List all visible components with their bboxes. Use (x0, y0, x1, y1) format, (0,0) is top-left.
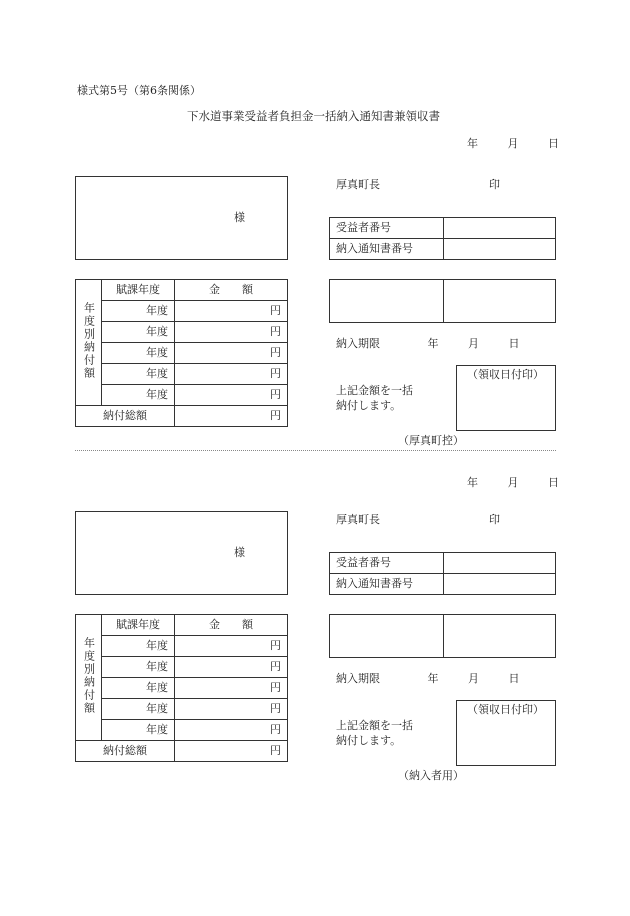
info-label: 受益者番号 (330, 218, 444, 239)
due-day: 日 (508, 672, 520, 685)
year-cell[interactable]: 年度 (102, 343, 175, 364)
amount-cell[interactable]: 円 (175, 657, 288, 678)
amount-cell[interactable]: 円 (175, 301, 288, 322)
table-row (76, 385, 288, 406)
info-table (329, 217, 556, 260)
total-amount-cell[interactable]: 円 (175, 406, 288, 427)
copy-label: （納入者用） (398, 769, 464, 782)
total-label: 納付総額 (76, 406, 175, 427)
table-row (330, 574, 556, 595)
blank-box-divider (443, 615, 444, 657)
year-cell[interactable]: 年度 (102, 657, 175, 678)
page-title: 下水道事業受益者負担金一括納入通知書兼領収書 (187, 109, 440, 123)
table-row (330, 218, 556, 239)
due-month: 月 (468, 672, 479, 685)
year-cell[interactable]: 年度 (102, 322, 175, 343)
amount-cell[interactable]: 円 (175, 322, 288, 343)
blank-box (329, 614, 556, 658)
date-day: 日 (548, 137, 559, 150)
addressee-box[interactable] (75, 511, 288, 595)
header-amount: 金 額 (175, 280, 288, 301)
table-row (76, 699, 288, 720)
year-cell[interactable]: 年度 (102, 385, 175, 406)
info-label: 納入通知書番号 (330, 239, 444, 260)
notice-number-field[interactable] (444, 239, 556, 260)
header-amount: 金 額 (175, 615, 288, 636)
notice-number-field[interactable] (444, 574, 556, 595)
payment-text-2: 納付します。 (336, 399, 402, 412)
date-month: 月 (507, 476, 519, 489)
due-month: 月 (468, 337, 479, 350)
cut-line (75, 450, 556, 451)
amount-cell[interactable]: 円 (175, 385, 288, 406)
table-row (76, 657, 288, 678)
due-label: 納入期限 (336, 337, 380, 350)
seal-mark: 印 (489, 178, 500, 191)
table-row (330, 239, 556, 260)
payment-text-2: 納付します。 (336, 734, 402, 747)
table-row (76, 678, 288, 699)
copy-label: （厚真町控） (398, 434, 464, 447)
mayor-name: 厚真町長 (336, 178, 380, 191)
year-cell[interactable]: 年度 (102, 636, 175, 657)
year-cell[interactable]: 年度 (102, 301, 175, 322)
payment-text-1: 上記金額を一括 (336, 719, 413, 732)
side-label: 年度別納付額 (82, 301, 96, 380)
table-row (76, 343, 288, 364)
blank-box (329, 279, 556, 323)
table-row (76, 636, 288, 657)
amount-table (75, 614, 288, 762)
addressee-box[interactable] (75, 176, 288, 260)
header-year: 賦課年度 (102, 615, 175, 636)
amount-cell[interactable]: 円 (175, 636, 288, 657)
table-row (76, 301, 288, 322)
table-row (330, 553, 556, 574)
amount-cell[interactable]: 円 (175, 720, 288, 741)
due-year: 年 (427, 672, 439, 685)
header-year: 賦課年度 (102, 280, 175, 301)
payment-text-1: 上記金額を一括 (336, 384, 413, 397)
info-table (329, 552, 556, 595)
due-date-row (336, 672, 520, 686)
info-label: 納入通知書番号 (330, 574, 444, 595)
issue-date (467, 137, 559, 151)
due-year: 年 (427, 337, 439, 350)
due-label: 納入期限 (336, 672, 380, 685)
amount-table (75, 279, 288, 427)
seal-mark: 印 (489, 513, 500, 526)
amount-cell[interactable]: 円 (175, 699, 288, 720)
date-year: 年 (467, 476, 478, 489)
blank-box-divider (443, 280, 444, 322)
date-year: 年 (467, 137, 478, 150)
beneficiary-number-field[interactable] (444, 553, 556, 574)
year-cell[interactable]: 年度 (102, 678, 175, 699)
receipt-stamp-box[interactable] (456, 700, 556, 766)
issue-date (467, 476, 559, 490)
info-label: 受益者番号 (330, 553, 444, 574)
table-row (76, 720, 288, 741)
table-row (76, 280, 288, 301)
receipt-stamp-box[interactable] (456, 365, 556, 431)
due-date-row (336, 337, 520, 351)
addressee-suffix: 様 (234, 546, 245, 559)
year-cell[interactable]: 年度 (102, 699, 175, 720)
side-label-cell (76, 280, 102, 406)
total-label: 納付総額 (76, 741, 175, 762)
receipt-stamp-label: （領収日付印） (467, 368, 544, 381)
form-number: 様式第5号（第6条関係） (77, 84, 201, 97)
date-month: 月 (507, 137, 519, 150)
year-cell[interactable]: 年度 (102, 364, 175, 385)
mayor-name: 厚真町長 (336, 513, 380, 526)
side-label-cell (76, 615, 102, 741)
addressee-suffix: 様 (234, 211, 245, 224)
due-day: 日 (508, 337, 520, 350)
amount-cell[interactable]: 円 (175, 364, 288, 385)
side-label: 年度別納付額 (82, 636, 96, 715)
table-row (76, 322, 288, 343)
table-row (76, 406, 288, 427)
receipt-stamp-label: （領収日付印） (467, 703, 544, 716)
amount-cell[interactable]: 円 (175, 678, 288, 699)
table-row (76, 615, 288, 636)
amount-cell[interactable]: 円 (175, 343, 288, 364)
table-row (76, 741, 288, 762)
beneficiary-number-field[interactable] (444, 218, 556, 239)
year-cell[interactable]: 年度 (102, 720, 175, 741)
table-row (76, 364, 288, 385)
date-day: 日 (548, 476, 559, 489)
total-amount-cell[interactable]: 円 (175, 741, 288, 762)
